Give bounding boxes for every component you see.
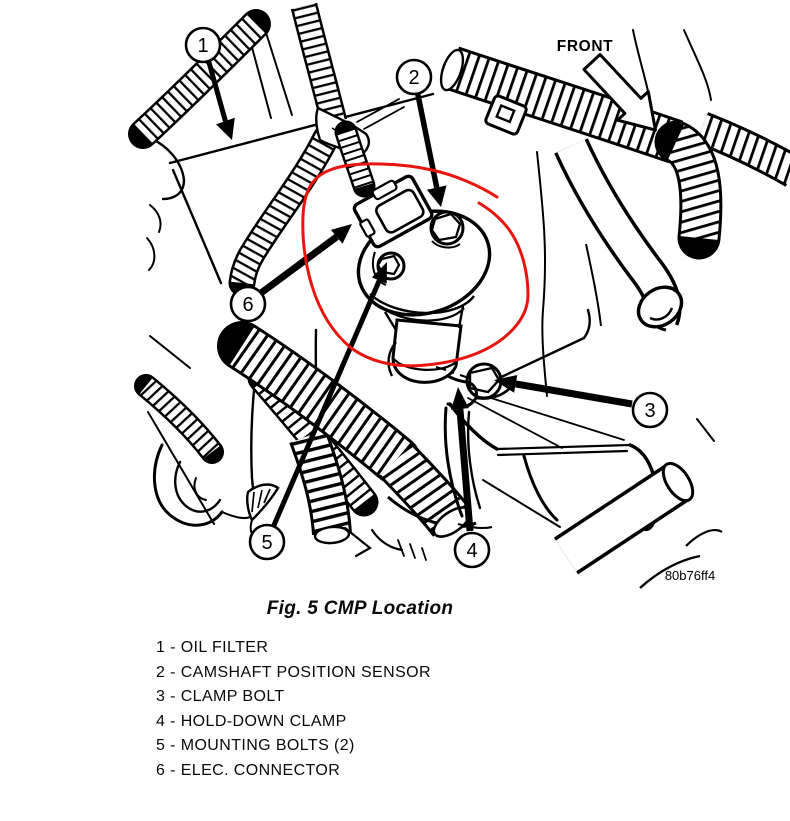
front-label: FRONT [556, 38, 614, 55]
callout-1 [186, 28, 220, 62]
figure-legend [156, 636, 431, 784]
callout-6 [231, 287, 265, 321]
callout-3 [633, 393, 667, 427]
image-code: 80b76ff4 [664, 568, 716, 583]
callout-6-number: 6 [242, 294, 254, 316]
legend-item-elec-connector: 6 - ELEC. CONNECTOR [156, 761, 341, 779]
callout-4-number: 4 [466, 540, 478, 562]
callout-1-number: 1 [197, 35, 209, 57]
legend-item-clamp-bolt: 3 - CLAMP BOLT [156, 688, 285, 706]
legend-item-oil-filter: 1 - OIL FILTER [156, 639, 269, 656]
legend-item-hold-down-clamp: 4 - HOLD-DOWN CLAMP [156, 712, 347, 730]
callout-4 [455, 533, 489, 567]
callout-5 [250, 525, 284, 559]
callout-2 [397, 60, 431, 94]
figure-caption: Fig. 5 CMP Location [266, 598, 454, 619]
callout-3-number: 3 [644, 400, 656, 422]
callout-2-number: 2 [408, 67, 420, 89]
legend-item-mounting-bolts: 5 - MOUNTING BOLTS (2) [156, 737, 355, 755]
legend-item-camshaft-position-sensor: 2 - CAMSHAFT POSITION SENSOR [156, 663, 431, 681]
callout-5-number: 5 [261, 532, 273, 554]
